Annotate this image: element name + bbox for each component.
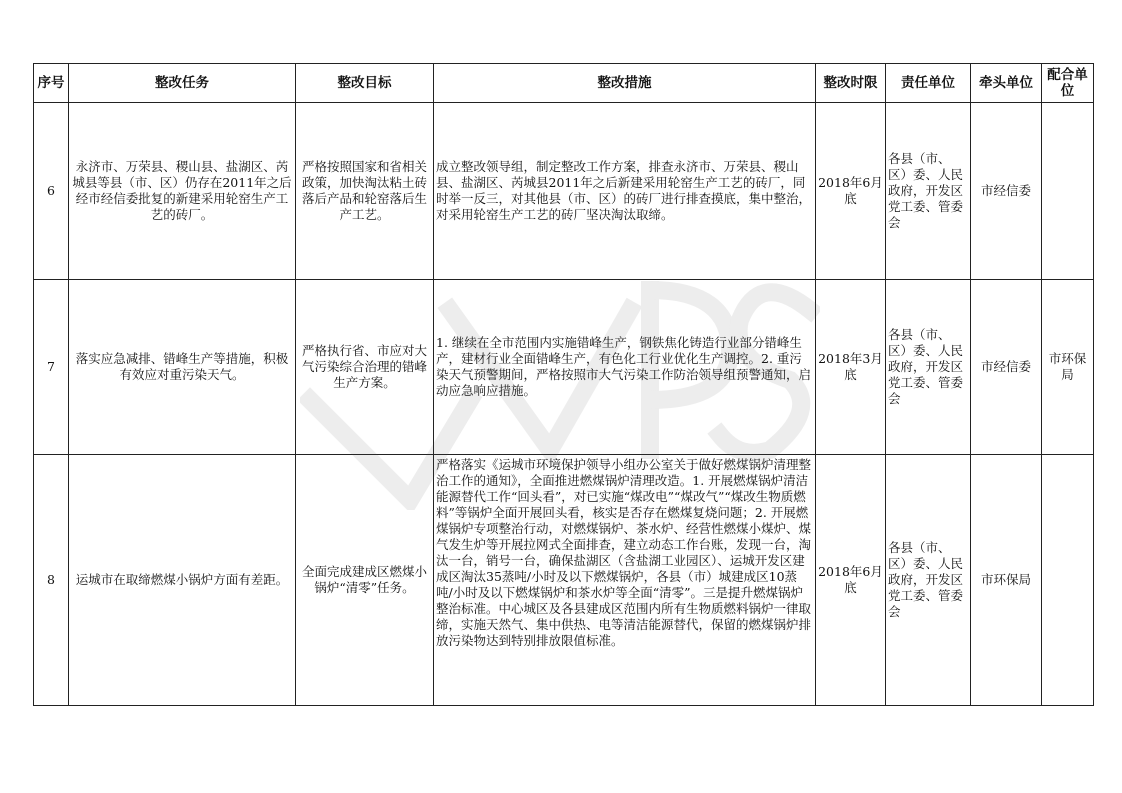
table-row <box>34 103 1094 280</box>
header-deadline: 整改时限 <box>816 64 886 103</box>
header-no: 序号 <box>34 64 69 103</box>
cell-measures: 1. 继续在全市范围内实施错峰生产，钢铁焦化铸造行业部分错峰生产，建材行业全面错峰生产，有色化工行业优化生产调控。2. 重污染天气预警期间，严格按照市大气污染工作防治领导组预警通知，启动应急响应措施。 <box>434 280 816 455</box>
header-coop: 配合单位 <box>1042 64 1094 103</box>
cell-responsible: 各县（市、区）委、人民政府，开发区党工委、管委会 <box>886 280 971 455</box>
cell-no: 6 <box>34 103 69 280</box>
cell-lead: 市经信委 <box>971 280 1042 455</box>
cell-deadline: 2018年6月底 <box>816 103 886 280</box>
cell-no: 7 <box>34 280 69 455</box>
cell-goal: 全面完成建成区燃煤小锅炉“清零”任务。 <box>296 455 434 706</box>
header-row <box>34 64 1094 103</box>
header-measures: 整改措施 <box>434 64 816 103</box>
cell-responsible: 各县（市、区）委、人民政府，开发区党工委、管委会 <box>886 455 971 706</box>
cell-no: 8 <box>34 455 69 706</box>
cell-coop <box>1042 103 1094 280</box>
header-lead: 牵头单位 <box>971 64 1042 103</box>
cell-deadline: 2018年6月底 <box>816 455 886 706</box>
header-goal: 整改目标 <box>296 64 434 103</box>
cell-goal: 严格按照国家和省相关政策，加快淘汰粘土砖落后产品和轮窑落后生产工艺。 <box>296 103 434 280</box>
cell-task: 落实应急减排、错峰生产等措施，积极有效应对重污染天气。 <box>69 280 296 455</box>
cell-measures: 成立整改领导组，制定整改工作方案，排查永济市、万荣县、稷山县、盐湖区、芮城县2011年之后新建采用轮窑生产工艺的砖厂，同时举一反三，对其他县（市、区）的砖厂进行排查摸底，集中整治，对采用轮窑生产工艺的砖厂坚决淘汰取缔。 <box>434 103 816 280</box>
table-row <box>34 280 1094 455</box>
rectification-table <box>33 63 1094 706</box>
cell-deadline: 2018年3月底 <box>816 280 886 455</box>
cell-coop <box>1042 455 1094 706</box>
cell-task: 运城市在取缔燃煤小锅炉方面有差距。 <box>69 455 296 706</box>
cell-goal: 严格执行省、市应对大气污染综合治理的错峰生产方案。 <box>296 280 434 455</box>
table-row <box>34 455 1094 706</box>
cell-lead: 市经信委 <box>971 103 1042 280</box>
cell-measures <box>434 455 816 706</box>
cell-coop: 市环保局 <box>1042 280 1094 455</box>
cell-measures-text: 严格落实《运城市环境保护领导小组办公室关于做好燃煤锅炉清理整治工作的通知》，全面推进燃煤锅炉清理改造。1. 开展燃煤锅炉清洁能源替代工作“回头看”，对已实施“煤改电”“煤改气”“煤改生物质燃料”等锅炉全面开展回头看，核实是否存在燃煤复烧问题；2. 开展燃煤锅炉专项整治行动，对燃煤锅炉、茶水炉、经营性燃煤小煤炉、煤气发生炉等开展拉网式全面排查，建立动态工作台账，发现一台，淘汰一台，销号一台，确保盐湖区（含盐湖工业园区）、运城开发区建成区淘汰35蒸吨/小时及以下燃煤锅炉，各县（市）城建成区10蒸吨/小时及以下燃煤锅炉和茶水炉等全面“清零”。三是提升燃煤锅炉整治标准。中心城区及各县建成区范围内所有生物质燃料锅炉一律取缔，实施天然气、集中供热、电等清洁能源替代，保留的燃煤锅炉排放污染物达到特别排放限值标准。 <box>436 457 812 648</box>
cell-lead: 市环保局 <box>971 455 1042 706</box>
header-responsible: 责任单位 <box>886 64 971 103</box>
header-task: 整改任务 <box>69 64 296 103</box>
cell-responsible: 各县（市、区）委、人民政府，开发区党工委、管委会 <box>886 103 971 280</box>
cell-task: 永济市、万荣县、稷山县、盐湖区、芮城县等县（市、区）仍存在2011年之后经市经信委批复的新建采用轮窑生产工艺的砖厂。 <box>69 103 296 280</box>
